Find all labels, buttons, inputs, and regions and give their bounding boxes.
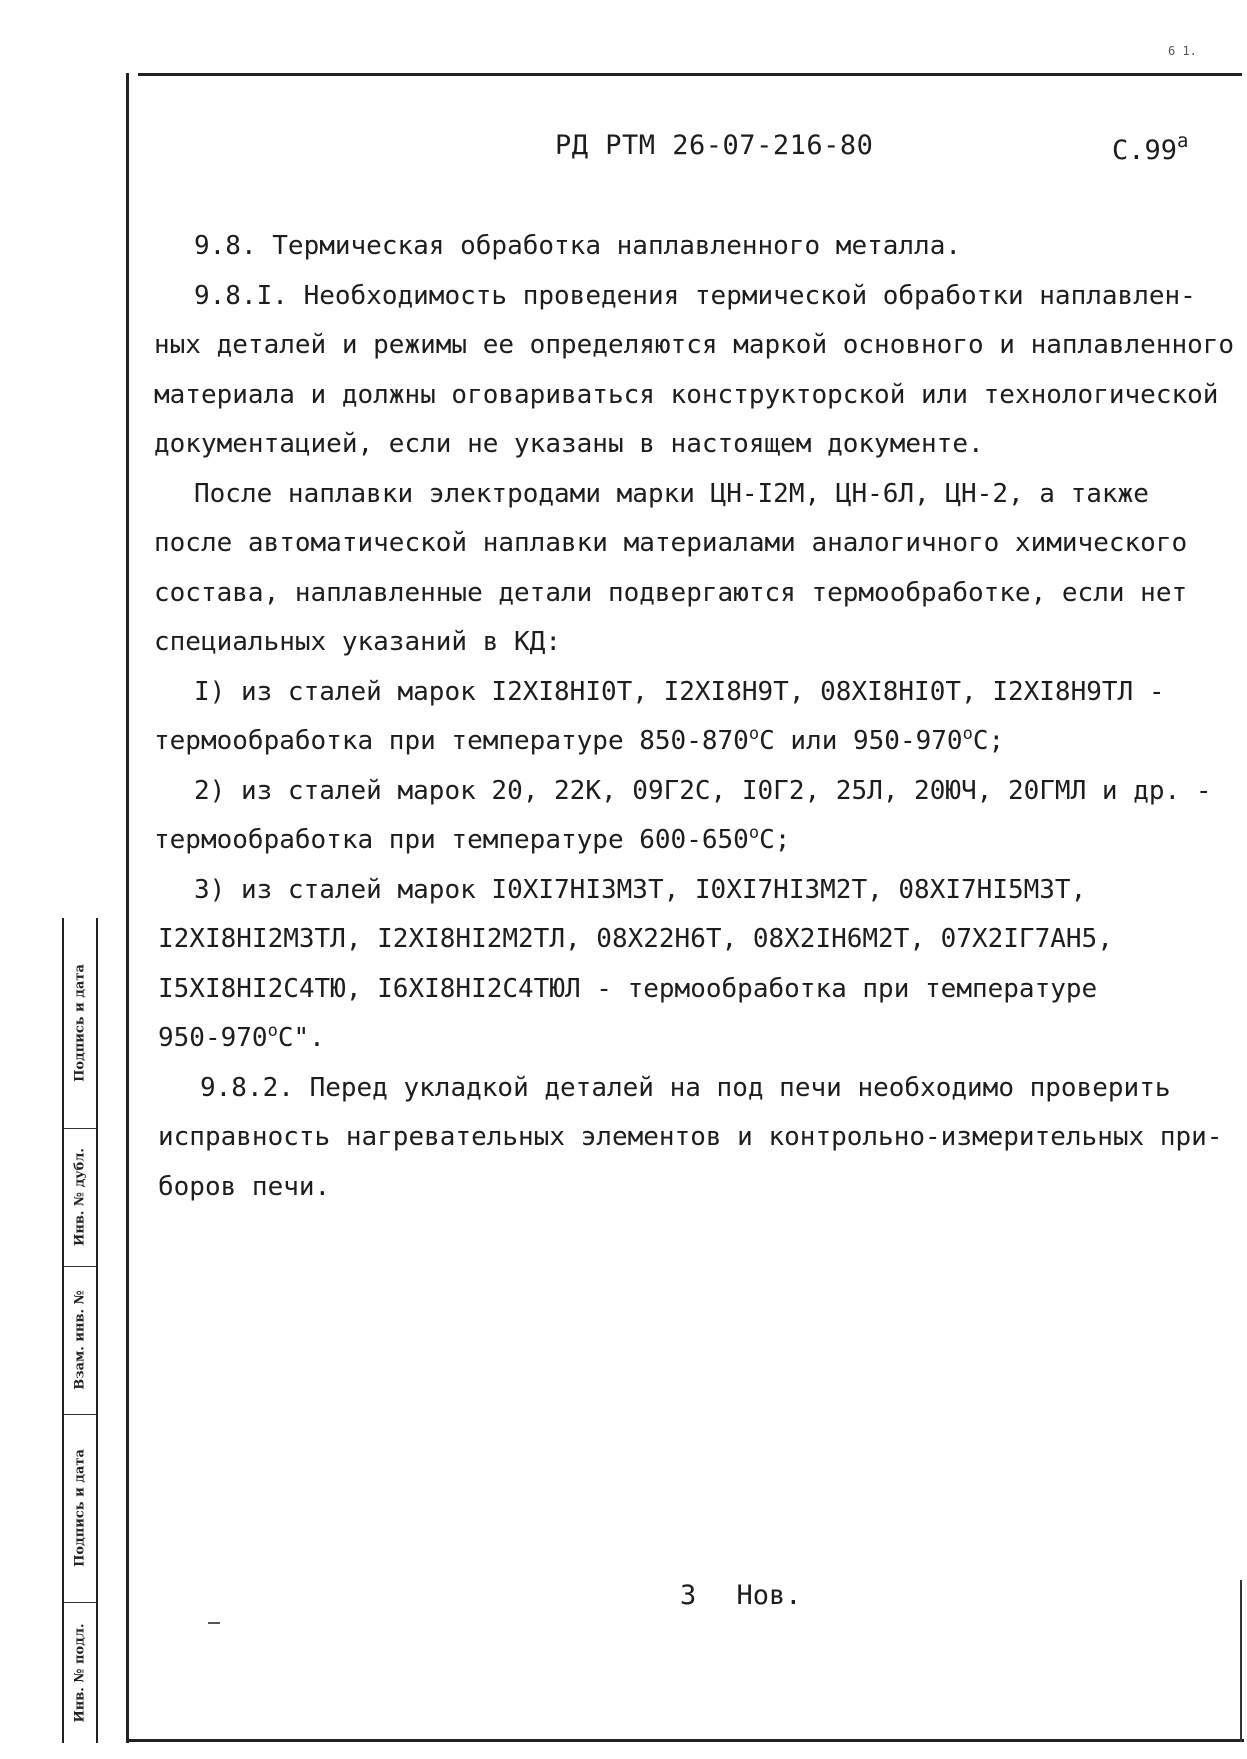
page-number-suffix: а xyxy=(1177,130,1189,152)
revision-note: 3 Нов. xyxy=(680,1580,802,1611)
text-line: I2XI8HI2M3TЛ, I2XI8HI2M2TЛ, 08X22H6T, 08X2IH6M2T, 07X2IГ7AH5, xyxy=(158,924,1113,954)
text-segment: С". xyxy=(277,1023,325,1053)
frame-top-border xyxy=(138,73,1242,76)
text-segment: термообработка при температуре 850-870 xyxy=(154,726,749,756)
frame-bottom-border xyxy=(126,1739,1244,1742)
text-segment: термообработка при температуре 600-650 xyxy=(154,825,749,855)
degree-sign: о xyxy=(748,724,760,744)
text-line xyxy=(158,1014,1240,1064)
text-line xyxy=(154,816,1240,866)
text-line: документацией, если не указаны в настоящем документе. xyxy=(154,429,984,459)
corner-mark: 6 1. xyxy=(1168,44,1197,58)
side-stamp xyxy=(62,918,98,1743)
text-segment: 950-970 xyxy=(158,1023,268,1053)
stray-dash xyxy=(208,1622,220,1624)
degree-sign: о xyxy=(748,823,760,843)
stamp-label: Подпись и дата xyxy=(72,964,88,1082)
text-line xyxy=(154,717,1240,767)
text-line: специальных указаний в КД: xyxy=(154,627,561,657)
text-line: I5XI8HI2C4TЮ, I6XI8HI2C4TЮЛ - термообработка при температуре xyxy=(158,973,1098,1004)
text-segment: С; xyxy=(759,825,791,855)
document-code: РД РТМ 26-07-216-80 xyxy=(555,130,874,161)
text-line: боров печи. xyxy=(158,1171,331,1202)
page-number xyxy=(1112,130,1188,166)
document-body xyxy=(154,222,1240,1212)
list-item-2: 2) из сталей марок 20, 22К, 09Г2С, I0Г2, 25Л, 20ЮЧ, 20ГМЛ и др. - xyxy=(194,775,1212,806)
frame-left-border xyxy=(126,73,129,1743)
list-item-3: 3) из сталей марок I0XI7HI3M3T, I0XI7HI3M2T, 08XI7HI5M3T, xyxy=(194,874,1087,905)
text-line: ных деталей и режимы ее определяются маркой основного и наплавленного xyxy=(154,330,1235,360)
list-item-1: I) из сталей марок I2XI8HI0T, I2XI8H9T, 08XI8HI0T, I2XI8H9TЛ - xyxy=(194,676,1165,707)
stamp-label: Инв. № дубл. xyxy=(72,1148,88,1246)
text-line: 9.8.2. Перед укладкой деталей на под печи необходимо проверить xyxy=(200,1072,1171,1103)
stamp-cell-replace-inv xyxy=(64,1266,96,1415)
text-segment: С; xyxy=(972,726,1005,756)
stamp-label: Взам. инв. № xyxy=(72,1290,88,1390)
stamp-cell-signature-date-1 xyxy=(64,918,96,1129)
stamp-label: Подпись и дата xyxy=(72,1449,88,1567)
text-line: материала и должны оговариваться конструкторской или технологической xyxy=(154,379,1219,410)
page-number-main: С.99 xyxy=(1112,135,1178,166)
text-line: состава, наплавленные детали подвергаются термообработке, если нет xyxy=(154,577,1188,608)
text-segment: С или 950-970 xyxy=(759,726,963,756)
stamp-cell-dup-inv xyxy=(64,1128,96,1267)
degree-sign: о xyxy=(267,1021,278,1041)
section-heading: 9.8. Термическая обработка наплавленного металла. xyxy=(194,231,962,261)
stamp-label: Инв. № подл. xyxy=(72,1622,88,1723)
text-line: после автоматической наплавки материалами аналогичного химического xyxy=(154,528,1188,558)
degree-sign: о xyxy=(962,724,973,744)
stamp-cell-orig-inv xyxy=(64,1602,96,1743)
frame-right-border xyxy=(1240,1580,1242,1742)
text-line: После наплавки электродами марки ЦН-I2М, ЦН-6Л, ЦН-2, а также xyxy=(194,478,1149,509)
stamp-cell-signature-date-2 xyxy=(64,1414,96,1603)
text-line: исправность нагревательных элементов и контрольно-измерительных при- xyxy=(158,1122,1223,1152)
text-line: 9.8.I. Необходимость проведения термической обработки наплавлен- xyxy=(194,280,1196,311)
